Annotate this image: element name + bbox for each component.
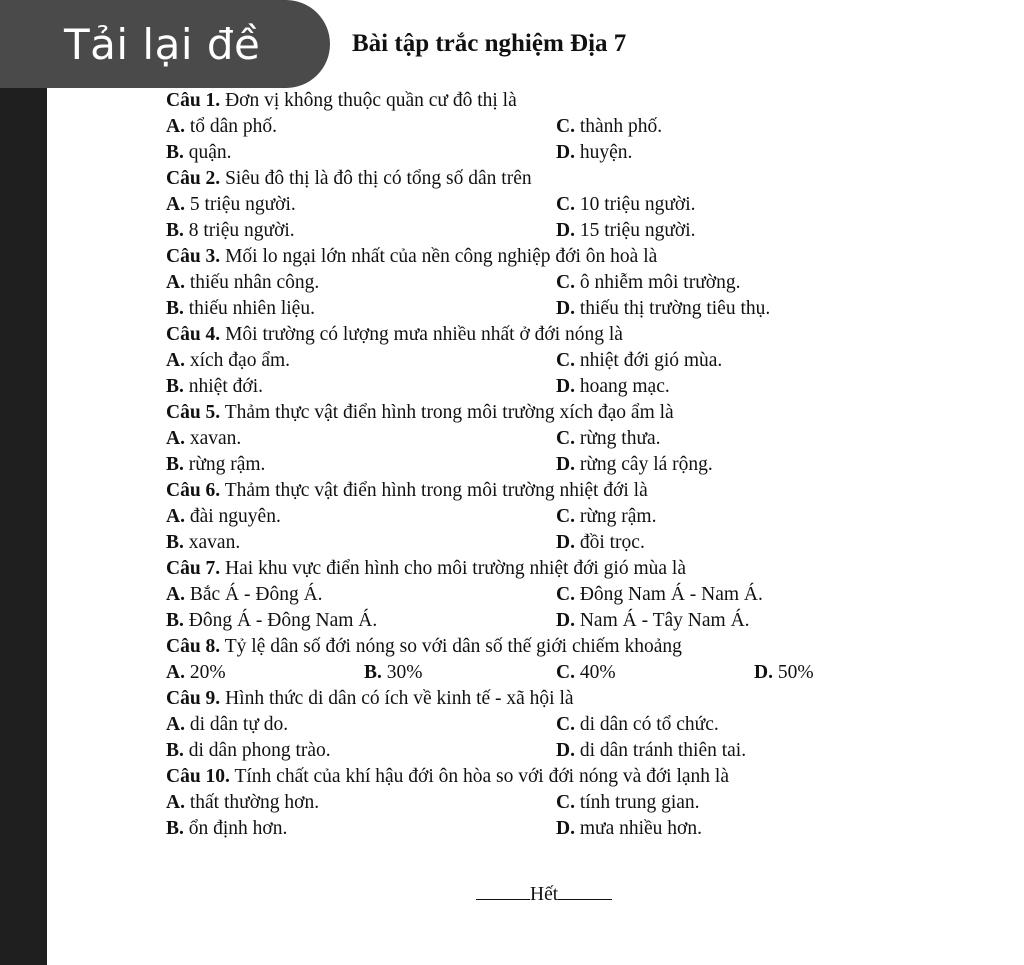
q3-option-b[interactable]: [166, 296, 315, 322]
option-text: Đông Nam Á - Nam Á.: [574, 584, 763, 605]
option-letter: A.: [166, 714, 185, 735]
end-underline-right: [558, 899, 612, 900]
option-text: mưa nhiều hơn.: [574, 818, 702, 839]
option-letter: D.: [556, 532, 575, 553]
option-letter: B.: [166, 610, 184, 631]
q3-option-c[interactable]: [556, 270, 740, 296]
option-text: di dân tránh thiên tai.: [574, 740, 747, 761]
option-text: 40%: [574, 662, 616, 683]
q2-option-b[interactable]: [166, 218, 295, 244]
q5-option-d[interactable]: [556, 452, 713, 478]
question-4-options-row-2: [166, 374, 846, 400]
question-9-label: Câu 9.: [166, 688, 221, 709]
quiz-document: [166, 88, 846, 842]
q9-option-a[interactable]: [166, 712, 288, 738]
question-8-options-row: [166, 660, 846, 686]
option-letter: A.: [166, 584, 185, 605]
option-text: đài nguyên.: [184, 506, 281, 527]
option-text: thiếu nhân công.: [184, 272, 320, 293]
question-3: [166, 244, 846, 270]
question-2-text: Siêu đô thị là đô thị có tổng số dân trên: [220, 168, 532, 189]
question-2-label: Câu 2.: [166, 168, 221, 189]
option-text: xavan.: [183, 532, 241, 553]
question-3-label: Câu 3.: [166, 246, 221, 267]
question-1-text: Đơn vị không thuộc quần cư đô thị là: [220, 90, 517, 111]
option-letter: B.: [364, 662, 382, 683]
option-letter: A.: [166, 116, 185, 137]
option-text: Nam Á - Tây Nam Á.: [574, 610, 750, 631]
left-dark-bar: [0, 0, 47, 965]
question-5-label: Câu 5.: [166, 402, 221, 423]
page-title: Bài tập trắc nghiệm Địa 7: [352, 30, 627, 57]
question-7-options-row-2: [166, 608, 846, 634]
q8-option-b[interactable]: [364, 660, 423, 686]
q8-option-d[interactable]: [754, 660, 814, 686]
option-text: 5 triệu người.: [184, 194, 296, 215]
option-letter: C.: [556, 194, 575, 215]
option-letter: D.: [556, 454, 575, 475]
option-text: nhiệt đới gió mùa.: [574, 350, 723, 371]
question-8: [166, 634, 846, 660]
q6-option-b[interactable]: [166, 530, 240, 556]
q8-option-a[interactable]: [166, 660, 226, 686]
q1-option-d[interactable]: [556, 140, 632, 166]
option-letter: C.: [556, 714, 575, 735]
question-9-text: Hình thức di dân có ích về kinh tế - xã hội là: [220, 688, 574, 709]
option-text: ổn định hơn.: [183, 818, 288, 839]
q6-option-c[interactable]: [556, 504, 656, 530]
option-letter: B.: [166, 454, 184, 475]
question-4-options-row-1: [166, 348, 846, 374]
option-letter: D.: [556, 610, 575, 631]
option-text: thất thường hơn.: [184, 792, 320, 813]
option-letter: B.: [166, 740, 184, 761]
option-letter: C.: [556, 506, 575, 527]
q7-option-b[interactable]: [166, 608, 377, 634]
option-letter: C.: [556, 428, 575, 449]
q4-option-a[interactable]: [166, 348, 290, 374]
option-letter: A.: [166, 662, 185, 683]
question-1: [166, 88, 846, 114]
option-letter: D.: [556, 220, 575, 241]
option-text: 15 triệu người.: [574, 220, 696, 241]
option-letter: D.: [556, 818, 575, 839]
option-text: 10 triệu người.: [574, 194, 696, 215]
option-letter: B.: [166, 142, 184, 163]
question-7-options-row-1: [166, 582, 846, 608]
q10-option-d[interactable]: [556, 816, 702, 842]
option-text: Đông Á - Đông Nam Á.: [183, 610, 378, 631]
question-5-text: Thảm thực vật điển hình trong môi trường xích đạo ẩm là: [220, 402, 674, 423]
option-letter: B.: [166, 818, 184, 839]
q7-option-c[interactable]: [556, 582, 763, 608]
option-text: nhiệt đới.: [183, 376, 263, 397]
option-letter: A.: [166, 350, 185, 371]
question-4: [166, 322, 846, 348]
option-letter: A.: [166, 272, 185, 293]
q3-option-a[interactable]: [166, 270, 319, 296]
option-text: huyện.: [574, 142, 633, 163]
question-10-label: Câu 10.: [166, 766, 230, 787]
option-letter: D.: [556, 142, 575, 163]
question-9: [166, 686, 846, 712]
question-2: [166, 166, 846, 192]
option-text: xavan.: [184, 428, 242, 449]
question-6-options-row-2: [166, 530, 846, 556]
question-5-options-row-2: [166, 452, 846, 478]
option-text: ô nhiễm môi trường.: [574, 272, 741, 293]
question-9-options-row-1: [166, 712, 846, 738]
option-text: tính trung gian.: [574, 792, 700, 813]
q6-option-a[interactable]: [166, 504, 281, 530]
q5-option-b[interactable]: [166, 452, 265, 478]
option-letter: C.: [556, 116, 575, 137]
question-8-text: Tỷ lệ dân số đới nóng so với dân số thế giới chiếm khoảng: [220, 636, 682, 657]
question-1-options-row-2: [166, 140, 846, 166]
q1-option-c[interactable]: [556, 114, 662, 140]
question-9-options-row-2: [166, 738, 846, 764]
question-3-options-row-1: [166, 270, 846, 296]
question-8-label: Câu 8.: [166, 636, 221, 657]
question-3-options-row-2: [166, 296, 846, 322]
q4-option-d[interactable]: [556, 374, 670, 400]
option-letter: C.: [556, 584, 575, 605]
option-text: 8 triệu người.: [183, 220, 295, 241]
q9-option-d[interactable]: [556, 738, 746, 764]
option-text: rừng rậm.: [574, 506, 657, 527]
q8-option-c[interactable]: [556, 660, 616, 686]
q2-option-d[interactable]: [556, 218, 696, 244]
q2-option-a[interactable]: [166, 192, 296, 218]
question-4-label: Câu 4.: [166, 324, 221, 345]
q4-option-b[interactable]: [166, 374, 263, 400]
option-letter: C.: [556, 792, 575, 813]
option-text: thiếu nhiên liệu.: [183, 298, 315, 319]
question-4-text: Môi trường có lượng mưa nhiều nhất ở đới nóng là: [220, 324, 623, 345]
option-letter: B.: [166, 532, 184, 553]
q9-option-b[interactable]: [166, 738, 331, 764]
option-letter: C.: [556, 662, 575, 683]
question-10: [166, 764, 846, 790]
end-of-quiz: [476, 884, 612, 906]
option-text: rừng cây lá rộng.: [574, 454, 713, 475]
option-text: hoang mạc.: [574, 376, 670, 397]
q10-option-a[interactable]: [166, 790, 319, 816]
question-2-options-row-1: [166, 192, 846, 218]
end-underline-left: [476, 899, 530, 900]
option-letter: A.: [166, 194, 185, 215]
q3-option-d[interactable]: [556, 296, 770, 322]
q9-option-c[interactable]: [556, 712, 719, 738]
reload-quiz-button[interactable]: [0, 0, 330, 88]
q5-option-c[interactable]: [556, 426, 661, 452]
q7-option-d[interactable]: [556, 608, 750, 634]
option-letter: A.: [166, 792, 185, 813]
question-5: [166, 400, 846, 426]
option-letter: D.: [556, 298, 575, 319]
question-7-label: Câu 7.: [166, 558, 221, 579]
option-text: 20%: [184, 662, 226, 683]
option-letter: A.: [166, 506, 185, 527]
q10-option-b[interactable]: [166, 816, 287, 842]
option-text: di dân có tổ chức.: [574, 714, 719, 735]
question-10-options-row-2: [166, 816, 846, 842]
option-text: thành phố.: [574, 116, 663, 137]
option-letter: D.: [754, 662, 773, 683]
option-letter: B.: [166, 220, 184, 241]
option-text: rừng rậm.: [183, 454, 266, 475]
option-letter: D.: [556, 376, 575, 397]
option-text: 50%: [772, 662, 814, 683]
option-letter: B.: [166, 298, 184, 319]
q5-option-a[interactable]: [166, 426, 241, 452]
q1-option-b[interactable]: [166, 140, 232, 166]
question-1-options-row-1: [166, 114, 846, 140]
question-6-text: Thảm thực vật điển hình trong môi trường nhiệt đới là: [220, 480, 648, 501]
option-text: di dân phong trào.: [183, 740, 331, 761]
question-6-label: Câu 6.: [166, 480, 221, 501]
option-text: thiếu thị trường tiêu thụ.: [574, 298, 771, 319]
option-text: xích đạo ẩm.: [184, 350, 291, 371]
question-7: [166, 556, 846, 582]
option-text: di dân tự do.: [184, 714, 289, 735]
option-text: 30%: [381, 662, 423, 683]
q10-option-c[interactable]: [556, 790, 700, 816]
question-7-text: Hai khu vực điển hình cho môi trường nhiệt đới gió mùa là: [220, 558, 686, 579]
option-text: rừng thưa.: [574, 428, 661, 449]
q7-option-a[interactable]: [166, 582, 323, 608]
question-10-text: Tính chất của khí hậu đới ôn hòa so với đới nóng và đới lạnh là: [229, 766, 729, 787]
question-6-options-row-1: [166, 504, 846, 530]
q1-option-a[interactable]: [166, 114, 277, 140]
end-text: Hết: [530, 884, 559, 905]
q2-option-c[interactable]: [556, 192, 696, 218]
option-text: tổ dân phố.: [184, 116, 278, 137]
question-2-options-row-2: [166, 218, 846, 244]
option-letter: A.: [166, 428, 185, 449]
option-letter: B.: [166, 376, 184, 397]
option-text: đồi trọc.: [574, 532, 645, 553]
option-text: quận.: [183, 142, 232, 163]
question-3-text: Mối lo ngại lớn nhất của nền công nghiệp đới ôn hoà là: [220, 246, 658, 267]
q4-option-c[interactable]: [556, 348, 722, 374]
option-text: Bắc Á - Đông Á.: [184, 584, 323, 605]
reload-quiz-label: Tải lại đề: [64, 19, 261, 69]
option-letter: D.: [556, 740, 575, 761]
question-10-options-row-1: [166, 790, 846, 816]
option-letter: C.: [556, 272, 575, 293]
question-6: [166, 478, 846, 504]
question-5-options-row-1: [166, 426, 846, 452]
option-letter: C.: [556, 350, 575, 371]
q6-option-d[interactable]: [556, 530, 645, 556]
question-1-label: Câu 1.: [166, 90, 221, 111]
